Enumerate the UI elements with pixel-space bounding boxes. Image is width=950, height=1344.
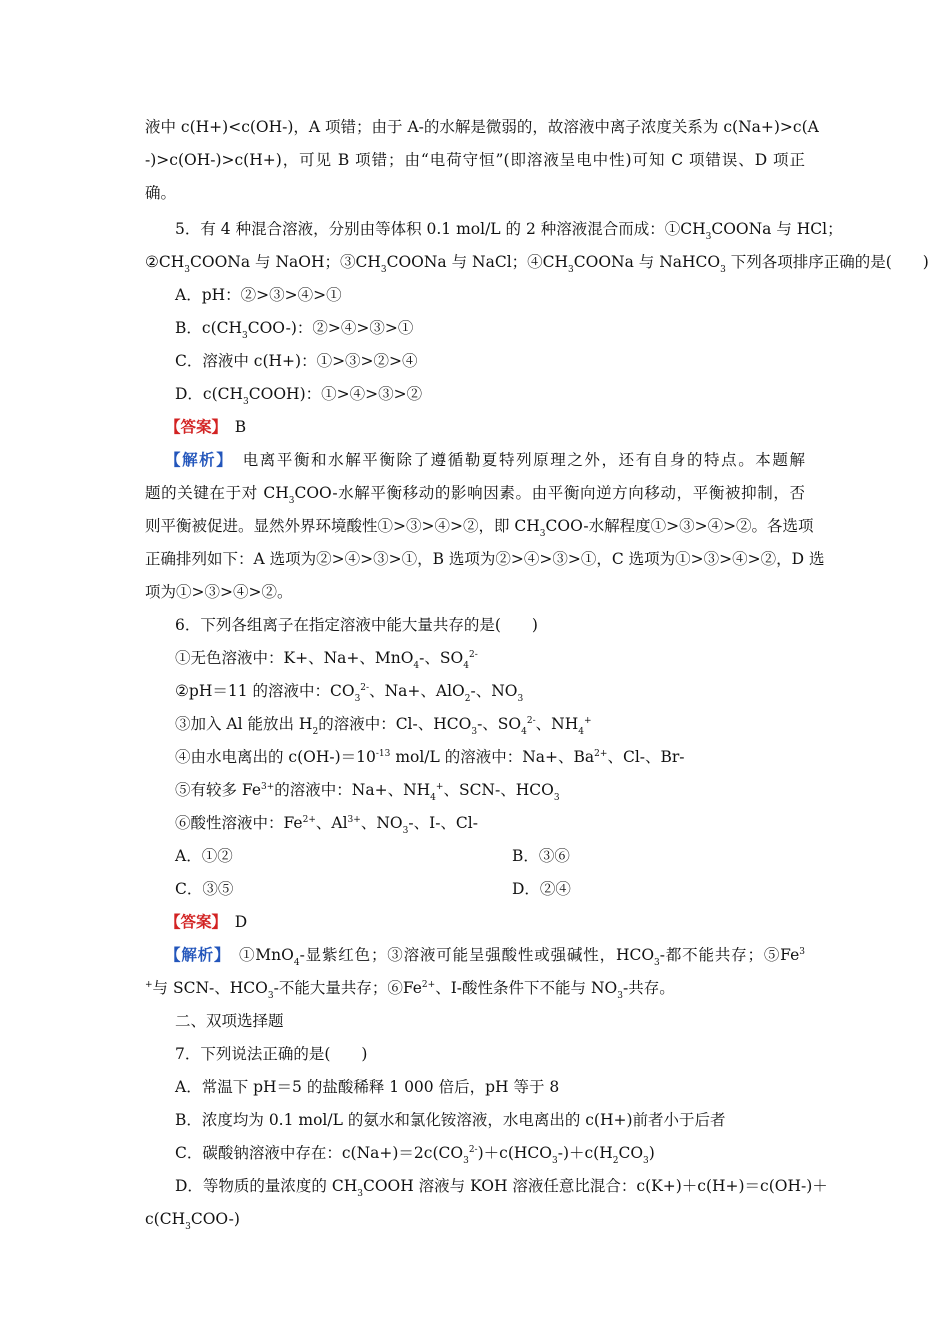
question-7-option-a: A．常温下 pH＝5 的盐酸稀释 1 000 倍后，pH 等于 8 [175, 1078, 560, 1096]
question-5-option-d: D．$c(CH_3COOH)$：①>④>③>② [175, 385, 423, 407]
question-6-answer: 【答案】 D [165, 912, 248, 931]
text-line-3: 确。 [145, 184, 177, 202]
question-6-item-3: ③加入 Al 能放出 $H_2$的溶液中：Cl-、$HCO_3-$、$SO_4^{2-}$、$NH_4^+$ [175, 715, 592, 737]
question-7-stem: 7．下列说法正确的是( ) [175, 1045, 368, 1063]
explanation-tag: 【解析】 [165, 945, 223, 964]
question-5-stem: 5．有 4 种混合溶液，分别由等体积 0.1 mol/L 的 2 种溶液混合而成：$①CH_3COONa$ 与 HCl； [175, 220, 843, 242]
question-7-option-c: C．碳酸钠溶液中存在：$c(Na+)=2c(CO_3^{2-})+c(HCO_3-)+c(H_2CO_3)$ [175, 1144, 655, 1166]
question-6-item-1: ①无色溶液中：K+、Na+、MnO$_4$-、$SO_4^{2-}$ [175, 649, 478, 671]
answer-tag: 【答案】 [165, 417, 220, 436]
question-5-explanation-line-5: 项为①>③>④>②。 [145, 583, 293, 601]
question-6-item-6: ⑥酸性溶液中：$Fe^{2+}$、$Al^{3+}$、$NO_3-$、I-、Cl- [175, 814, 478, 836]
explanation-tag: 【解析】 [165, 450, 226, 469]
answer-tag: 【答案】 [165, 912, 220, 931]
question-6-option-b: B．③⑥ [512, 847, 570, 865]
question-5-stem-line-2: $②CH_3COONa$ 与 NaOH；$③CH_3COONa$ 与 NaCl；$④CH_3COONa$ 与 NaHCO$_3$ 下列各项排序正确的是( ) [145, 253, 929, 275]
text-line-2: -)>c(OH-)>c(H+)，可见 B 项错；由“电荷守恒”(即溶液呈电中性)可知 C 项错误、D 项正 [145, 151, 805, 169]
question-5-answer: 【答案】 B [165, 417, 247, 436]
question-5-explanation-line-3: 则平衡被促进。显然外界环境酸性①>③>④>②，即 $CH_3COO-$水解程度①>③>④>②。各选项 [145, 517, 814, 539]
question-5-explanation-line-2: 题的关键在于对 $CH_3COO-$水解平衡移动的影响因素。由平衡向逆方向移动，平衡被抑制，否 [145, 484, 805, 506]
question-5-option-b: B．$c(CH_3COO-)$：②>④>③>① [175, 319, 414, 341]
question-6-explanation-line-1: 【解析】 ①MnO$_4$-显紫红色；③溶液可能呈强酸性或强碱性，$HCO_3-$都不能共存；⑤Fe$^3$ [165, 945, 805, 968]
question-6-option-a: A．①② [175, 847, 233, 865]
question-5-explanation-line-4: 正确排列如下：A 选项为②>④>③>①，B 选项为②>④>③>①，C 选项为①>③>④>②，D 选 [145, 550, 825, 568]
question-6-explanation-line-2: +与 SCN-、$HCO_3-$不能大量共存；$⑥Fe^{2+}$、I-酸性条件下不能与 $NO_3-$共存。 [145, 979, 675, 1001]
question-6-option-d: D．②④ [512, 880, 571, 898]
section-heading: 二、双项选择题 [175, 1012, 284, 1030]
question-5-explanation-line-1: 【解析】 电离平衡和水解平衡除了遵循勒夏特列原理之外，还有自身的特点。本题解 [165, 450, 805, 469]
question-7-option-b: B．浓度均为 0.1 mol/L 的氨水和氯化铵溶液，水电离出的 c(H+)前者小于后者 [175, 1111, 726, 1129]
question-6-option-c: C．③⑤ [175, 880, 234, 898]
question-6-item-2: ②pH＝11 的溶液中：$CO_3^{2-}$、Na+、AlO$_2$-、$NO_3$ [175, 682, 524, 704]
question-7-option-d-line-2: $c(CH_3COO-)$ [145, 1210, 240, 1232]
question-7-option-d: D．等物质的量浓度的 $CH_3COOH$ 溶液与 KOH 溶液任意比混合：c(K+)＋c(H+)＝c(OH-)＋ [175, 1177, 828, 1199]
text-line-1: 液中 c(H+)<c(OH-)，A 项错；由于 A-的水解是微弱的，故溶液中离子浓度关系为 c(Na+)>c(A [145, 118, 819, 136]
question-5-option-a: A．pH：②>③>④>① [175, 286, 342, 304]
question-6-item-4: ④由水电离出的 $c(OH-)=10^{-13}$ mol/L 的溶液中：Na+、$Ba^{2+}$、Cl-、Br- [175, 748, 685, 766]
question-5-option-c: C．溶液中 c(H+)：①>③>②>④ [175, 352, 418, 370]
question-6-item-5: ⑤有较多 $Fe^{3+}$的溶液中：Na+、$NH_4^+$、SCN-、$HCO_3$ [175, 781, 560, 803]
question-6-stem: 6．下列各组离子在指定溶液中能大量共存的是( ) [175, 616, 538, 634]
